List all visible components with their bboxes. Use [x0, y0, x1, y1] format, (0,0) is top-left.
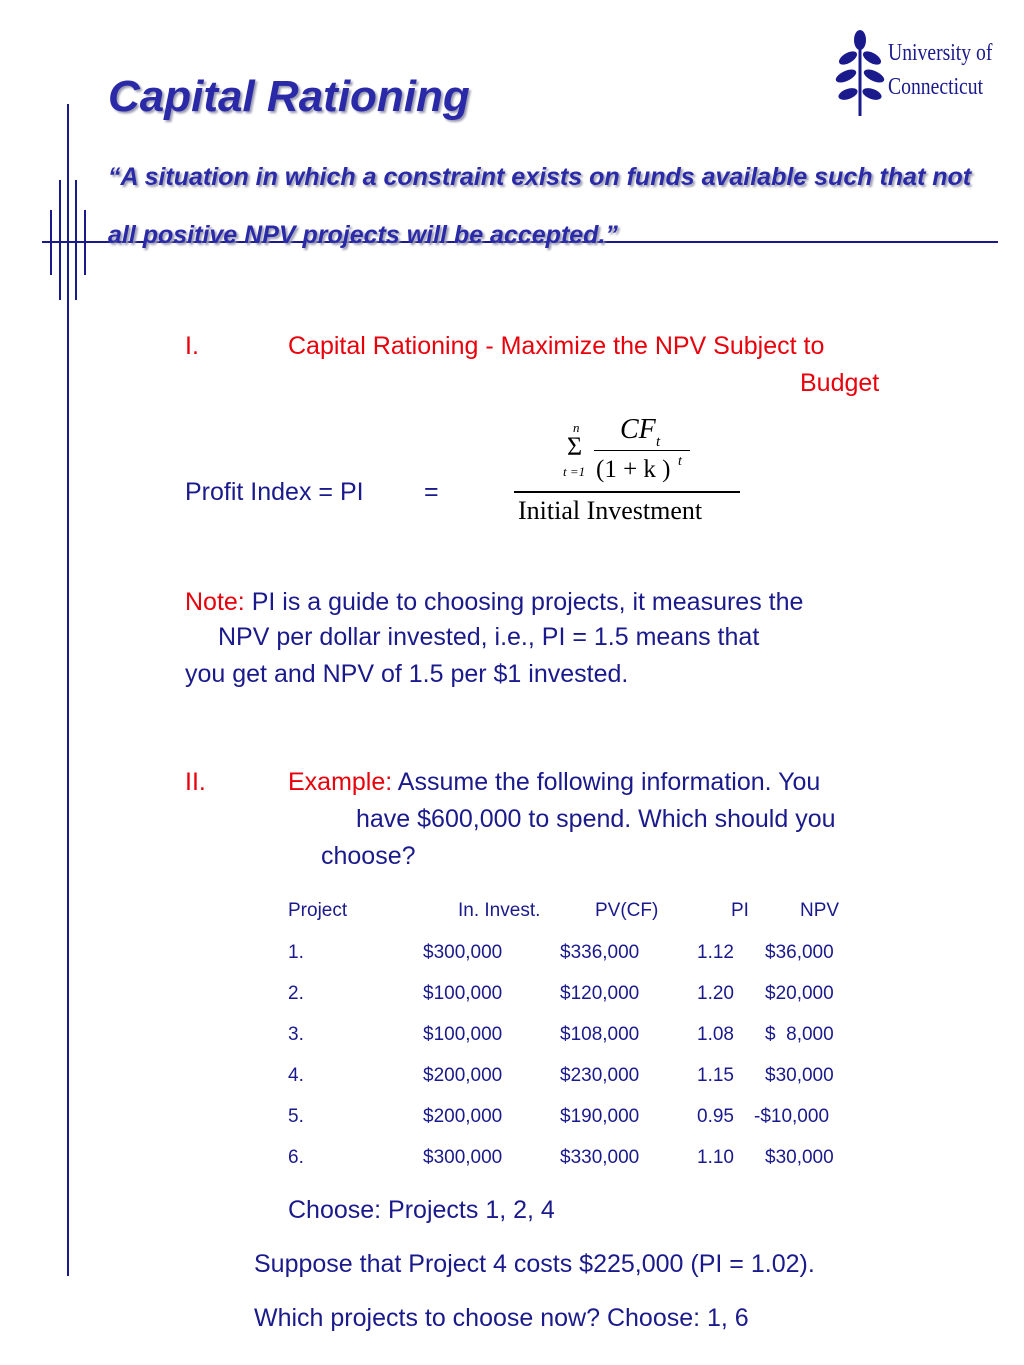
table-row-3-npv: $ 8,000	[765, 1024, 834, 1045]
choose-answer-1: Choose: Projects 1, 2, 4	[288, 1196, 555, 1224]
section1-heading-line1: Capital Rationing - Maximize the NPV Subject to	[288, 332, 825, 360]
choose-answer-2: Which projects to choose now? Choose: 1, 6	[254, 1304, 749, 1332]
note-line3: you get and NPV of 1.5 per $1 invested.	[185, 660, 629, 688]
sigma-symbol: Σ	[567, 432, 583, 461]
table-row-1-project: 1.	[288, 942, 304, 963]
table-row-6-pi: 1.10	[697, 1147, 734, 1168]
page-subtitle: “A situation in which a constraint exists on funds available such that not all positive NPV projects will be accepted.”	[108, 163, 972, 249]
table-row-5-pi: 0.95	[697, 1106, 734, 1127]
table-row-1-invest: $300,000	[423, 942, 503, 963]
oak-leaf-icon	[834, 28, 886, 120]
pi-formula	[514, 412, 740, 532]
inner-denominator: (1 + k )	[596, 456, 671, 483]
left-rule-2	[59, 180, 61, 300]
table-header-project: Project	[288, 900, 348, 921]
table-row-4-npv: $30,000	[765, 1065, 834, 1086]
table-row-3-project: 3.	[288, 1024, 304, 1045]
table-row-2-npv: $20,000	[765, 983, 834, 1004]
table-row-2-pi: 1.20	[697, 983, 734, 1004]
example-label: Example:	[288, 768, 393, 796]
left-rule-3	[75, 180, 77, 300]
table-row-5-pvcf: $190,000	[560, 1106, 640, 1127]
table-row-6-invest: $300,000	[423, 1147, 503, 1168]
logo-line-1: University of	[888, 40, 993, 66]
table-row-4-invest: $200,000	[423, 1065, 503, 1086]
example-text-1: Assume the following information. You	[392, 768, 821, 796]
denominator-exponent: t	[678, 454, 682, 469]
table-row-4-pvcf: $230,000	[560, 1065, 640, 1086]
section2-line2: have $600,000 to spend. Which should you	[356, 805, 836, 833]
left-rule	[67, 104, 69, 1276]
table-row-4-project: 4.	[288, 1065, 304, 1086]
pi-equals: =	[424, 478, 439, 506]
pi-label: Profit Index = PI	[185, 478, 364, 506]
table-row-2-project: 2.	[288, 983, 304, 1004]
note-text-1: PI is a guide to choosing projects, it measures the	[244, 588, 804, 616]
section2-line1	[288, 768, 820, 797]
section1-numeral: I.	[185, 332, 199, 360]
table-row-6-pvcf: $330,000	[560, 1147, 640, 1168]
table-row-5-npv: -$10,000	[754, 1106, 830, 1127]
table-header-pi: PI	[731, 900, 749, 921]
table-row-1-npv: $36,000	[765, 942, 834, 963]
table-row-3-pi: 1.08	[697, 1024, 734, 1045]
table-row-2-pvcf: $120,000	[560, 983, 640, 1004]
section1-heading-line2: Budget	[800, 369, 880, 397]
table-row-3-invest: $100,000	[423, 1024, 503, 1045]
table-row-1-pi: 1.12	[697, 942, 734, 963]
table-header-npv: NPV	[800, 900, 840, 921]
sum-upper-limit: n	[573, 420, 580, 435]
table-row-5-project: 5.	[288, 1106, 304, 1127]
table-row-4-pi: 1.15	[697, 1065, 734, 1086]
table-row-1-pvcf: $336,000	[560, 942, 640, 963]
section2-line3: choose?	[321, 842, 416, 870]
logo-line-2: Connecticut	[888, 74, 984, 100]
table-header-invest: In. Invest.	[458, 900, 541, 921]
table-header-pvcf: PV(CF)	[595, 900, 659, 921]
numerator-cf: CF	[620, 414, 656, 445]
table-row-3-pvcf: $108,000	[560, 1024, 640, 1045]
suppose-text: Suppose that Project 4 costs $225,000 (PI = 1.02).	[254, 1250, 815, 1278]
sum-lower-limit: t =1	[563, 464, 586, 479]
section2-numeral: II.	[185, 768, 206, 796]
page-title: Capital Rationing	[108, 72, 470, 121]
table-row-6-npv: $30,000	[765, 1147, 834, 1168]
table-row-5-invest: $200,000	[423, 1106, 503, 1127]
note-line2: NPV per dollar invested, i.e., PI = 1.5 means that	[218, 623, 760, 651]
table-row-2-invest: $100,000	[423, 983, 503, 1004]
note-label: Note:	[185, 588, 245, 616]
table-row-6-project: 6.	[288, 1147, 304, 1168]
note-line1	[185, 588, 803, 617]
outer-denominator: Initial Investment	[518, 496, 703, 525]
outer-fraction-bar	[514, 491, 740, 493]
numerator-subscript: t	[656, 434, 661, 450]
inner-fraction-bar	[594, 450, 690, 451]
